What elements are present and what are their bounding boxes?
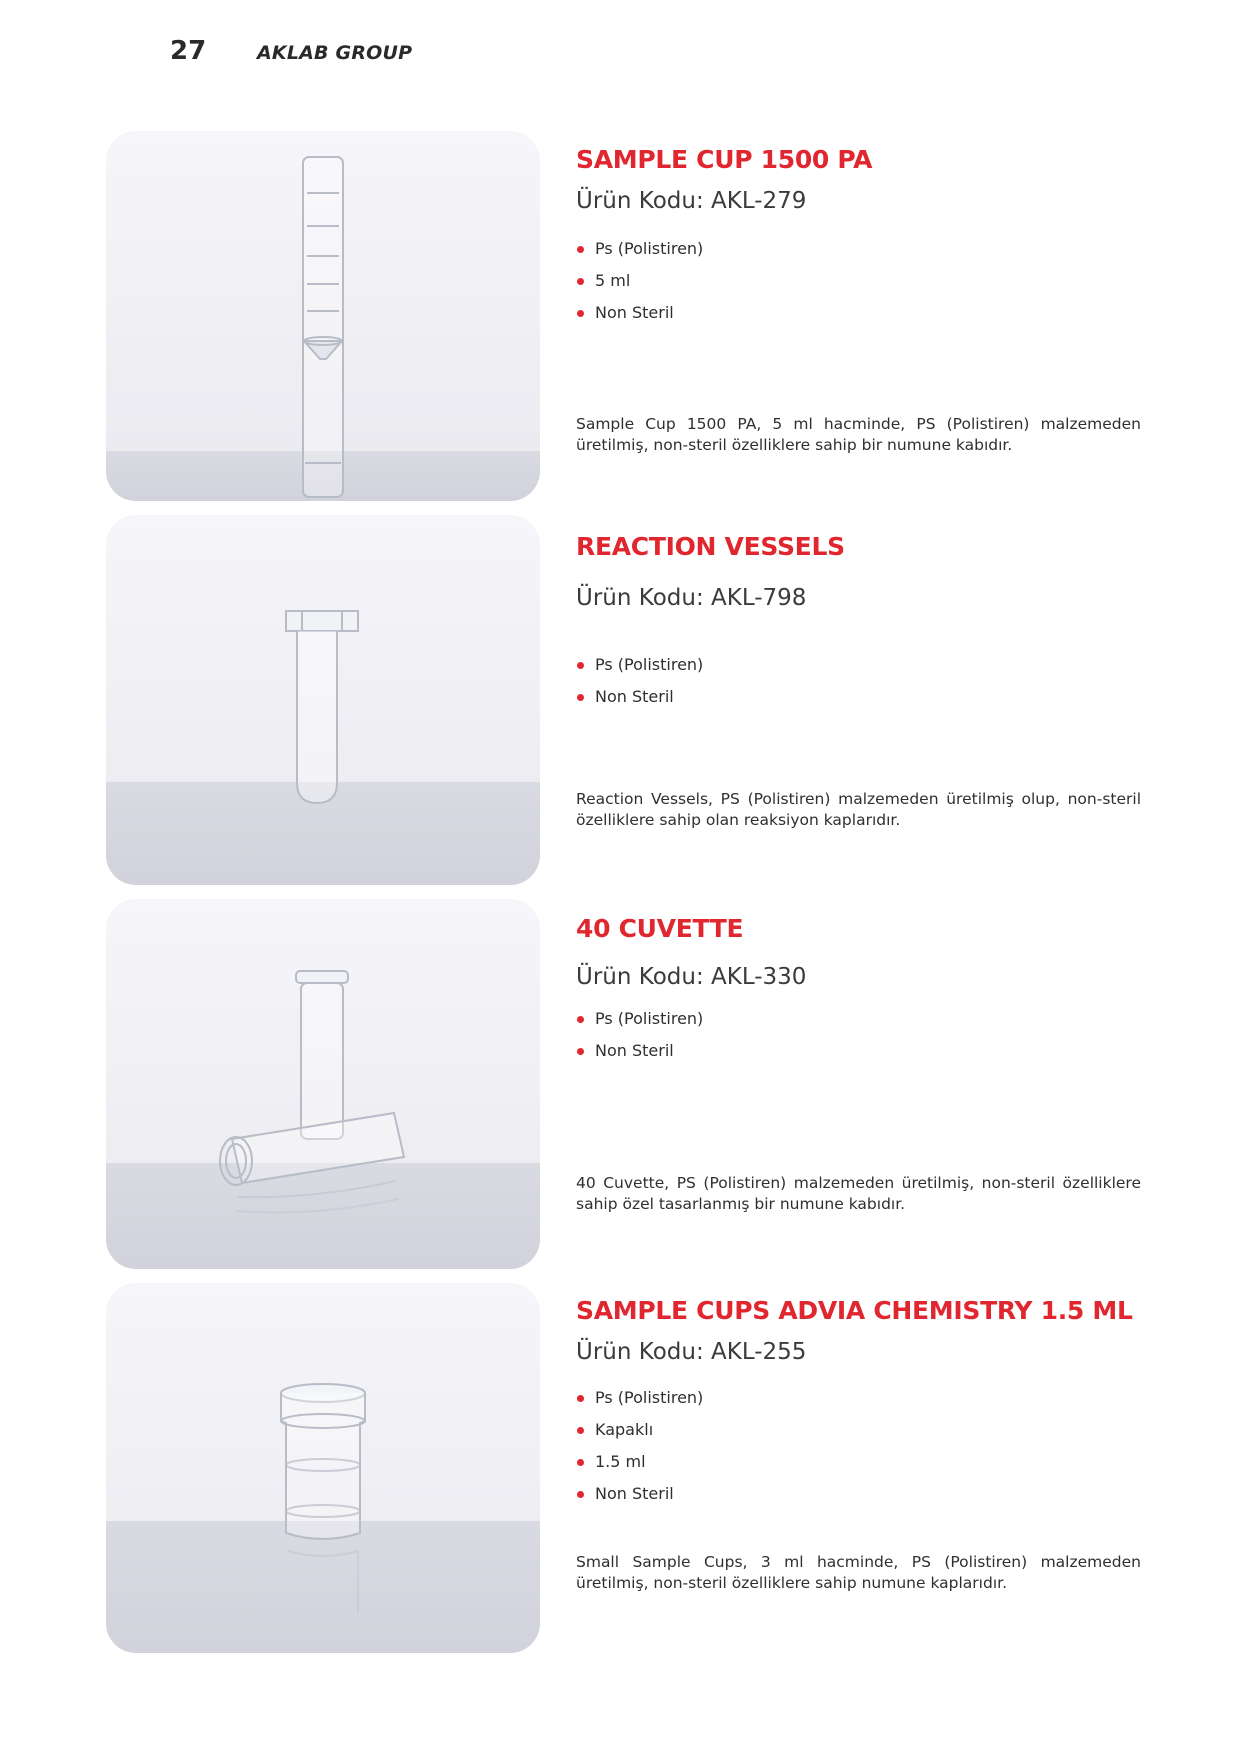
product-title: SAMPLE CUPS ADVIA CHEMISTRY 1.5 ML [576,1296,1133,1325]
feature-item: Non Steril [576,1478,703,1510]
feature-list [576,1382,703,1510]
feature-list [576,649,703,713]
feature-item: Ps (Polistiren) [576,649,703,681]
product-code: Ürün Kodu: AKL-798 [576,585,807,611]
feature-item: Non Steril [576,297,703,329]
product-info [576,899,1141,1269]
product-title: REACTION VESSELS [576,532,845,561]
product-description: Small Sample Cups, 3 ml hacminde, PS (Polistiren) malzemeden üretilmiş, non-steril özelliklere sahip numune kaplarıdır. [576,1553,1141,1592]
bullet-icon [577,1427,584,1434]
product-code: Ürün Kodu: AKL-330 [576,964,807,990]
product-photo [106,1283,540,1653]
product-card [106,131,1141,501]
bullet-icon [577,662,584,669]
bullet-icon [577,1395,584,1402]
product-code: Ürün Kodu: AKL-255 [576,1339,807,1365]
product-card [106,899,1141,1269]
product-card [106,1283,1141,1653]
feature-item: Kapaklı [576,1414,703,1446]
product-code: Ürün Kodu: AKL-279 [576,188,807,214]
bullet-icon [577,310,584,317]
product-title: SAMPLE CUP 1500 PA [576,145,873,174]
brand-name: AKLAB GROUP [257,42,413,64]
reaction-vessel-icon [106,515,540,885]
bullet-icon [577,1459,584,1466]
product-card [106,515,1141,885]
feature-item: Non Steril [576,1035,703,1067]
feature-item: Ps (Polistiren) [576,1382,703,1414]
bullet-icon [577,1016,584,1023]
bullet-icon [577,246,584,253]
product-photo [106,515,540,885]
bullet-icon [577,1048,584,1055]
cuvette-icon [106,899,540,1269]
advia-sample-cup-icon [106,1283,540,1653]
feature-item: Ps (Polistiren) [576,233,703,265]
bullet-icon [577,694,584,701]
product-photo [106,899,540,1269]
sample-cup-tube-icon [106,131,540,501]
product-info [576,1283,1141,1653]
feature-item: 5 ml [576,265,703,297]
feature-item: Ps (Polistiren) [576,1003,703,1035]
feature-item: Non Steril [576,681,703,713]
product-photo [106,131,540,501]
product-description: 40 Cuvette, PS (Polistiren) malzemeden üretilmiş, non-steril özelliklere sahip özel tasarlanmış bir numune kabıdır. [576,1174,1141,1213]
product-info [576,515,1141,885]
product-info [576,131,1141,501]
product-description: Reaction Vessels, PS (Polistiren) malzemeden üretilmiş olup, non-steril özelliklere sahip olan reaksiyon kaplarıdır. [576,790,1141,829]
product-title: 40 CUVETTE [576,914,744,943]
feature-item: 1.5 ml [576,1446,703,1478]
page-number: 27 [170,36,207,66]
bullet-icon [577,1491,584,1498]
product-description: Sample Cup 1500 PA, 5 ml hacminde, PS (Polistiren) malzemeden üretilmiş, non-steril özelliklere sahip bir numune kabıdır. [576,415,1141,454]
feature-list [576,1003,703,1067]
feature-list [576,233,703,329]
bullet-icon [577,278,584,285]
